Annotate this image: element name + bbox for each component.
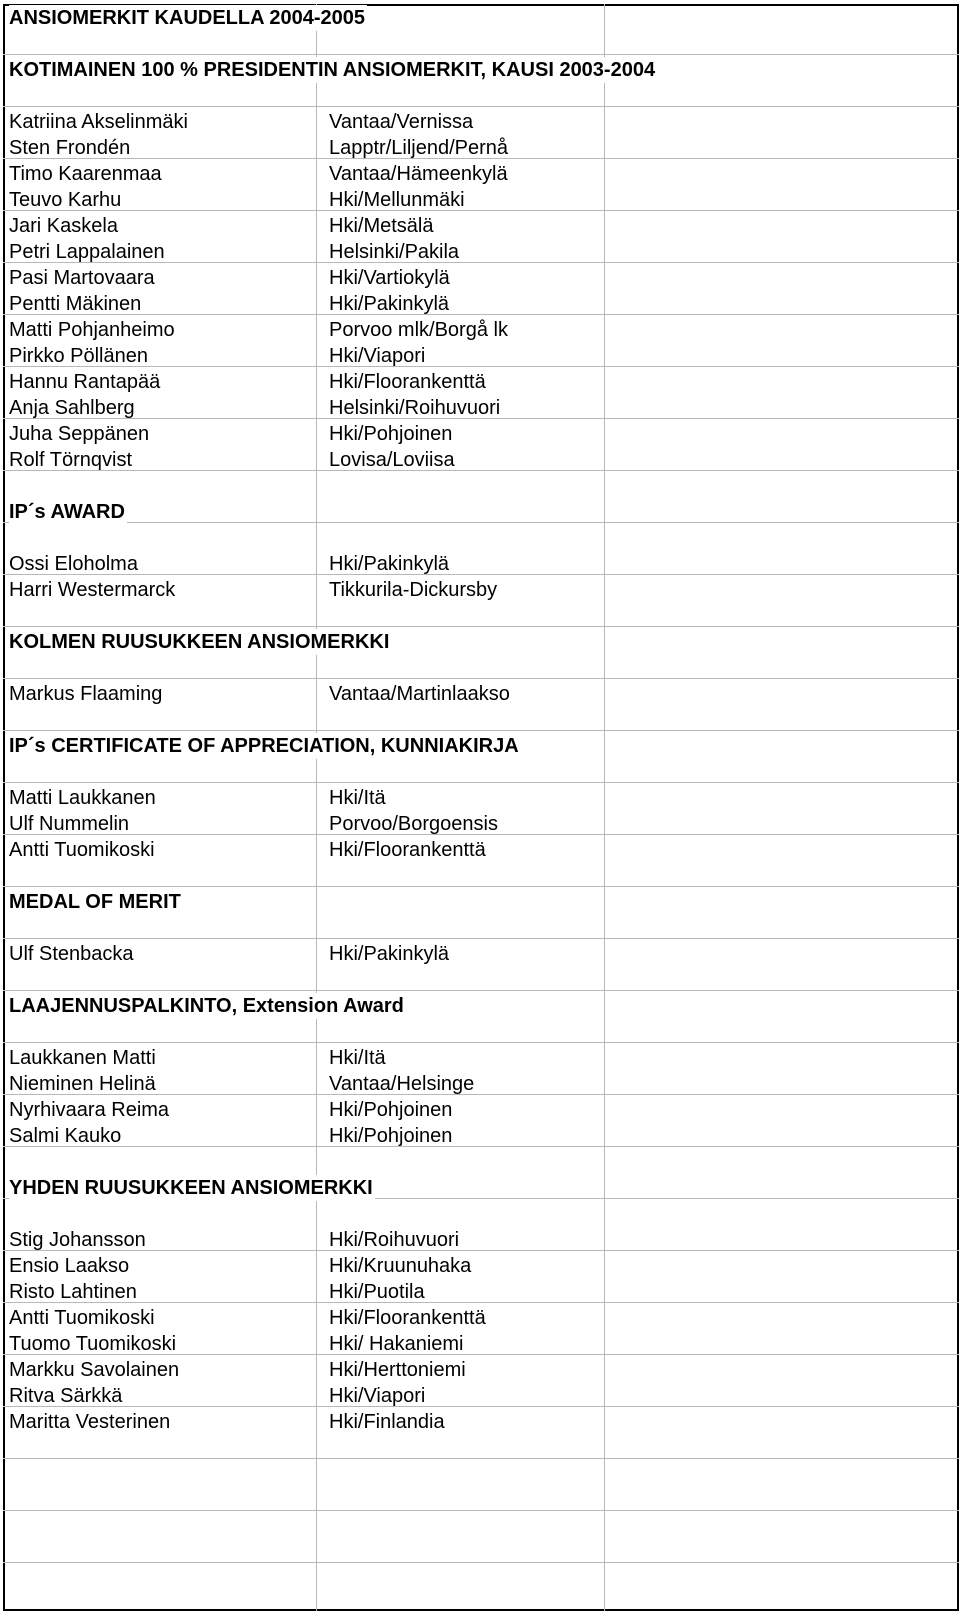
grid-row-line bbox=[3, 886, 959, 887]
grid-row-line bbox=[3, 782, 959, 783]
member-name: Pasi Martovaara bbox=[9, 267, 155, 289]
member-club-location: Hki/Floorankenttä bbox=[329, 371, 486, 393]
member-club-location: Helsinki/Roihuvuori bbox=[329, 397, 501, 419]
grid-row-line bbox=[3, 1406, 959, 1407]
member-name: Juha Seppänen bbox=[9, 423, 150, 445]
member-name: Markus Flaaming bbox=[9, 683, 163, 705]
member-name: Salmi Kauko bbox=[9, 1125, 122, 1147]
grid-row-line bbox=[3, 1458, 959, 1459]
member-name: Ulf Stenbacka bbox=[9, 943, 134, 965]
member-name: Risto Lahtinen bbox=[9, 1281, 137, 1303]
section-heading: MEDAL OF MERIT bbox=[9, 891, 181, 913]
member-name: Laukkanen Matti bbox=[9, 1047, 156, 1069]
member-name: Jari Kaskela bbox=[9, 215, 118, 237]
member-name: Hannu Rantapää bbox=[9, 371, 161, 393]
grid-row-line bbox=[3, 522, 959, 523]
grid-row-line bbox=[3, 574, 959, 575]
grid-row-line bbox=[3, 730, 959, 731]
member-name: Maritta Vesterinen bbox=[9, 1411, 171, 1433]
member-club-location: Tikkurila-Dickursby bbox=[329, 579, 498, 601]
member-club-location: Vantaa/Vernissa bbox=[329, 111, 474, 133]
member-name: Ossi Eloholma bbox=[9, 553, 138, 575]
member-name: Antti Tuomikoski bbox=[9, 1307, 155, 1329]
member-club-location: Hki/Metsälä bbox=[329, 215, 434, 237]
member-club-location: Vantaa/Martinlaakso bbox=[329, 683, 510, 705]
grid-row-line bbox=[3, 1042, 959, 1043]
section-heading: IP´s AWARD bbox=[9, 501, 125, 523]
grid-row-line bbox=[3, 1510, 959, 1511]
grid-row-line bbox=[3, 106, 959, 107]
spreadsheet bbox=[3, 4, 959, 1611]
member-name: Stig Johansson bbox=[9, 1229, 146, 1251]
grid-row-line bbox=[3, 1302, 959, 1303]
member-club-location: Hki/Pohjoinen bbox=[329, 1099, 453, 1121]
member-club-location: Vantaa/Helsinge bbox=[329, 1073, 475, 1095]
grid-row-line bbox=[3, 678, 959, 679]
member-club-location: Porvoo mlk/Borgå lk bbox=[329, 319, 508, 341]
grid-row-line bbox=[3, 990, 959, 991]
member-name: Antti Tuomikoski bbox=[9, 839, 155, 861]
member-name: Markku Savolainen bbox=[9, 1359, 180, 1381]
member-club-location: Hki/Itä bbox=[329, 787, 386, 809]
member-club-location: Hki/ Hakaniemi bbox=[329, 1333, 464, 1355]
member-club-location: Hki/Roihuvuori bbox=[329, 1229, 460, 1251]
grid-row-line bbox=[3, 314, 959, 315]
member-name: Sten Frondén bbox=[9, 137, 131, 159]
member-club-location: Hki/Pakinkylä bbox=[329, 293, 450, 315]
member-name: Anja Sahlberg bbox=[9, 397, 135, 419]
grid-row-line bbox=[3, 54, 959, 55]
member-club-location: Lapptr/Liljend/Pernå bbox=[329, 137, 509, 159]
member-name: Ulf Nummelin bbox=[9, 813, 130, 835]
grid-row-line bbox=[3, 1562, 959, 1563]
member-club-location: Lovisa/Loviisa bbox=[329, 449, 455, 471]
member-club-location: Hki/Puotila bbox=[329, 1281, 425, 1303]
member-club-location: Hki/Herttoniemi bbox=[329, 1359, 466, 1381]
grid-column-line bbox=[316, 4, 317, 1611]
section-heading: KOTIMAINEN 100 % PRESIDENTIN ANSIOMERKIT, KAUSI 2003-2004 bbox=[9, 59, 656, 81]
section-heading: IP´s CERTIFICATE OF APPRECIATION, KUNNIAKIRJA bbox=[9, 735, 519, 757]
member-club-location: Hki/Pohjoinen bbox=[329, 1125, 453, 1147]
section-heading: LAAJENNUSPALKINTO, Extension Award bbox=[9, 995, 404, 1017]
member-name: Teuvo Karhu bbox=[9, 189, 122, 211]
member-club-location: Hki/Finlandia bbox=[329, 1411, 445, 1433]
member-name: Matti Laukkanen bbox=[9, 787, 156, 809]
member-club-location: Hki/Itä bbox=[329, 1047, 386, 1069]
grid-row-line bbox=[3, 1146, 959, 1147]
member-club-location: Hki/Viapori bbox=[329, 345, 426, 367]
member-club-location: Helsinki/Pakila bbox=[329, 241, 460, 263]
member-club-location: Hki/Pakinkylä bbox=[329, 943, 450, 965]
member-club-location: Hki/Mellunmäki bbox=[329, 189, 465, 211]
member-club-location: Vantaa/Hämeenkylä bbox=[329, 163, 508, 185]
grid-row-line bbox=[3, 470, 959, 471]
member-name: Rolf Törnqvist bbox=[9, 449, 133, 471]
sheet-title: ANSIOMERKIT KAUDELLA 2004-2005 bbox=[9, 7, 366, 29]
member-club-location: Porvoo/Borgoensis bbox=[329, 813, 498, 835]
member-name: Harri Westermarck bbox=[9, 579, 176, 601]
member-name: Matti Pohjanheimo bbox=[9, 319, 175, 341]
member-club-location: Hki/Floorankenttä bbox=[329, 839, 486, 861]
member-name: Ritva Särkkä bbox=[9, 1385, 123, 1407]
member-club-location: Hki/Viapori bbox=[329, 1385, 426, 1407]
member-name: Pentti Mäkinen bbox=[9, 293, 142, 315]
member-club-location: Hki/Floorankenttä bbox=[329, 1307, 486, 1329]
grid-row-line bbox=[3, 1250, 959, 1251]
grid-column-line bbox=[604, 4, 605, 1611]
member-name: Pirkko Pöllänen bbox=[9, 345, 148, 367]
member-name: Katriina Akselinmäki bbox=[9, 111, 188, 133]
member-name: Ensio Laakso bbox=[9, 1255, 130, 1277]
member-club-location: Hki/Kruunuhaka bbox=[329, 1255, 472, 1277]
member-club-location: Hki/Pohjoinen bbox=[329, 423, 453, 445]
member-name: Nyrhivaara Reima bbox=[9, 1099, 170, 1121]
section-heading: KOLMEN RUUSUKKEEN ANSIOMERKKI bbox=[9, 631, 390, 653]
member-club-location: Hki/Pakinkylä bbox=[329, 553, 450, 575]
member-name: Petri Lappalainen bbox=[9, 241, 165, 263]
member-name: Tuomo Tuomikoski bbox=[9, 1333, 177, 1355]
grid-row-line bbox=[3, 210, 959, 211]
member-name: Timo Kaarenmaa bbox=[9, 163, 162, 185]
grid-row-line bbox=[3, 626, 959, 627]
section-heading: YHDEN RUUSUKKEEN ANSIOMERKKI bbox=[9, 1177, 373, 1199]
member-name: Nieminen Helinä bbox=[9, 1073, 156, 1095]
member-club-location: Hki/Vartiokylä bbox=[329, 267, 450, 289]
grid-row-line bbox=[3, 938, 959, 939]
